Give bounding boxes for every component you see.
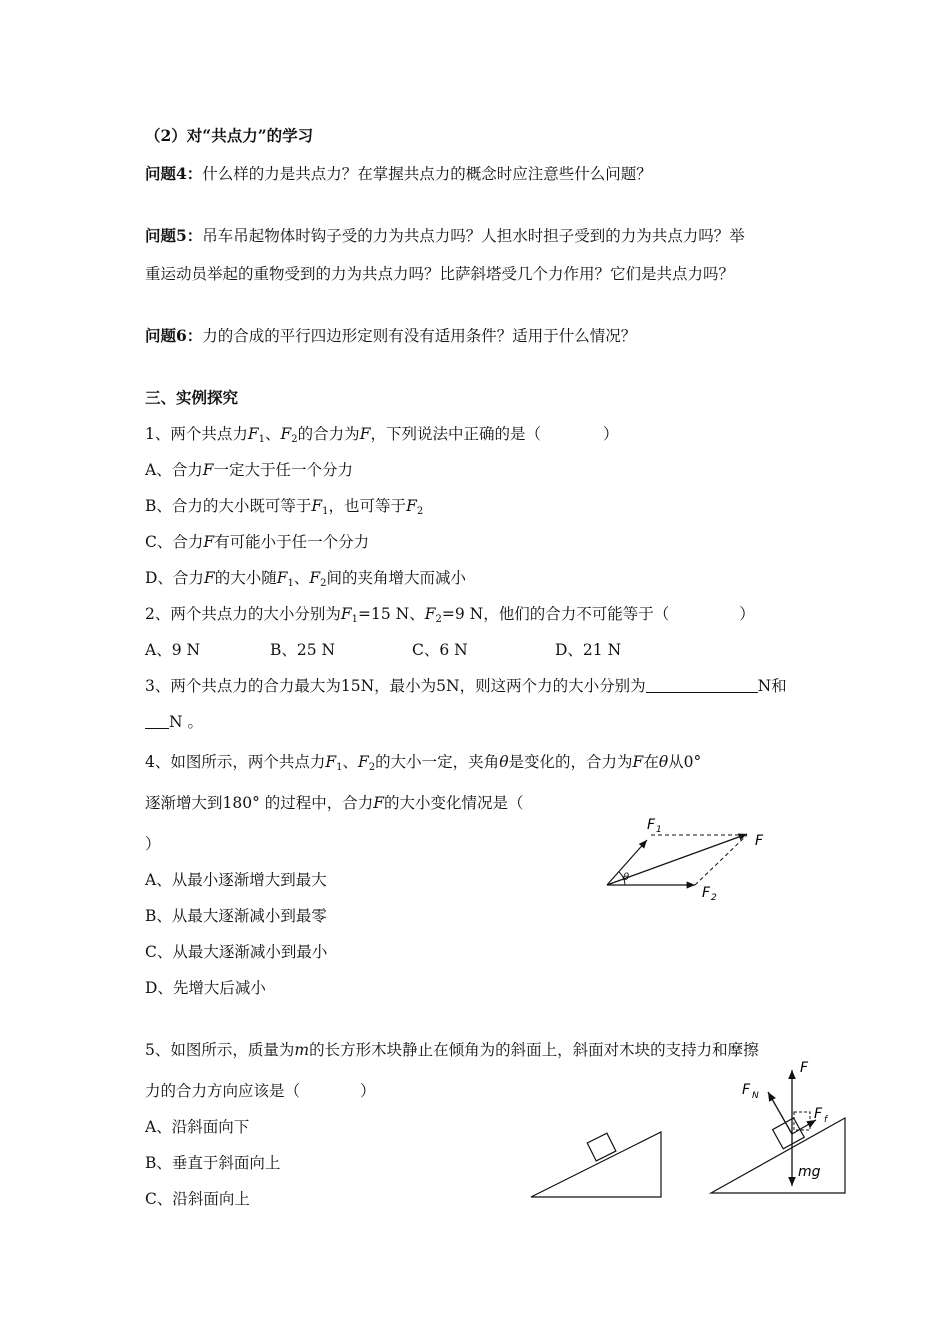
example-5-option-b: B、垂直于斜面向上 [145, 1154, 281, 1172]
example-4-line2-a: 逐渐增大到180° 的过程中，合力 [145, 794, 374, 812]
example-1-option-c [145, 532, 369, 552]
example-1-option-a [145, 460, 353, 480]
sub-1: 1 [287, 578, 294, 589]
symbol-theta: θ [499, 753, 509, 771]
symbol-f1: F [325, 753, 337, 771]
sep: 、 [342, 753, 359, 771]
symbol-f1: F [311, 497, 323, 515]
sub-2: 2 [320, 578, 327, 589]
example-1-stem-c: ，下列说法中正确的是（ [370, 425, 541, 443]
option-b-text2: ，也可等于 [328, 497, 407, 515]
option-a-text: A、合力 [145, 461, 203, 479]
example-4-option-a: A、从最小逐渐增大到最大 [145, 871, 327, 889]
question-6-text: 力的合成的平行四边形定则有没有适用条件？适用于什么情况？ [202, 327, 637, 345]
example-3-stem [145, 676, 787, 696]
symbol-f: F [203, 533, 215, 551]
example-2-option-d: D、21 N [555, 641, 622, 659]
example-1-stem [145, 424, 618, 450]
sub-1: 1 [351, 614, 359, 625]
question-4 [145, 164, 652, 184]
f1-label: F [647, 817, 656, 833]
sep: 、 [265, 425, 281, 443]
mg-label: mg [798, 1164, 821, 1180]
theta-label: θ [623, 872, 630, 883]
example-5-stem [145, 1040, 759, 1060]
example-3-text: 3、两个共点力的合力最大为15N，最小为5N，则这两个力的大小分别为 [145, 677, 646, 695]
option-c-text2: 有可能小于任一个分力 [214, 533, 370, 551]
example-2-close: ） [739, 605, 755, 623]
example-4-stem-e: 从0° [668, 753, 702, 771]
resultant-label: F [755, 833, 764, 849]
question-5-label: 问题5： [145, 226, 203, 245]
symbol-f1: F [340, 605, 352, 623]
example-4-stem-c: 是变化的，合力为 [508, 753, 633, 771]
question-4-text: 什么样的力是共点力？在掌握共点力的概念时应注意些什么问题？ [202, 165, 652, 183]
example-5-line2-text: 力的合力方向应该是（ [145, 1082, 301, 1100]
example-4-option-d: D、先增大后减小 [145, 979, 266, 997]
f2-label: F [702, 885, 711, 901]
example-2-eq2: =9 N，他们的合力不可能等于（ [441, 605, 670, 623]
sub-2: 2 [368, 762, 376, 773]
sub-2: 2 [291, 434, 298, 445]
question-5-text1: 吊车吊起物体时钩子受的力为共点力吗？人担水时担子受到的力为共点力吗？举 [202, 227, 745, 245]
option-b-text: B、合力的大小既可等于 [145, 497, 312, 515]
example-2-eq1: =15 N、 [358, 605, 425, 623]
example-3-line2 [145, 712, 203, 732]
example-1-stem-b: 的合力为 [297, 425, 360, 443]
symbol-f: F [202, 461, 214, 479]
question-4-label: 问题4： [145, 164, 203, 183]
example-1-option-b [145, 496, 423, 522]
example-1-stem-a: 1、两个共点力 [145, 425, 248, 443]
option-c-text: C、合力 [145, 533, 204, 551]
symbol-f2: F [309, 569, 321, 587]
symbol-f2: F [358, 753, 369, 771]
block-2 [773, 1118, 805, 1149]
fn-label: F [742, 1082, 751, 1098]
section-heading-3: 三、实例探究 [145, 388, 239, 407]
f-label: F [800, 1060, 809, 1076]
example-5-close: ） [360, 1082, 376, 1100]
example-5-option-c: C、沿斜面向上 [145, 1190, 250, 1208]
option-d-text: D、合力 [145, 569, 204, 587]
example-2-stem [145, 604, 755, 630]
symbol-theta: θ [658, 753, 669, 771]
example-4-stem-d: 在 [643, 753, 659, 771]
sub-1: 1 [336, 762, 343, 773]
option-d-text3: 间的夹角增大而减小 [326, 569, 467, 587]
question-5-line1 [145, 226, 745, 246]
sep: 、 [293, 569, 310, 587]
symbol-f2: F [406, 497, 417, 515]
f2-sub: 2 [711, 893, 717, 903]
question-6 [145, 326, 636, 346]
example-2-option-a: A、9 N [145, 641, 201, 659]
example-4-close: ） [145, 835, 161, 853]
example-4-option-b: B、从最大逐渐减小到最零 [145, 907, 327, 925]
sub-2: 2 [435, 614, 442, 625]
option-a-text2: 一定大于任一个分力 [213, 461, 353, 479]
symbol-f: F [203, 569, 215, 587]
symbol-f: F [359, 425, 371, 443]
f1-sub: 1 [656, 825, 662, 835]
answer-blank-1[interactable] [646, 678, 758, 693]
example-4-stem-b: 的大小一定，夹角 [375, 753, 500, 771]
sub-1: 1 [258, 434, 266, 445]
example-4-stem [145, 752, 701, 778]
incline-force-diagram [708, 1060, 858, 1200]
example-5-stem-a: 5、如图所示，质量为 [145, 1041, 295, 1059]
example-2-option-c: C、6 N [412, 641, 468, 659]
example-2-option-b: B、25 N [270, 641, 336, 659]
example-4-line2-b: 的大小变化情况是（ [384, 794, 524, 812]
ff-label: F [814, 1106, 823, 1122]
ff-sub: f [824, 1115, 828, 1125]
example-3-mid: N和 [757, 677, 787, 695]
question-5-line2: 重运动员举起的重物受到的力为共点力吗？比萨斜塔受几个力作用？它们是共点力吗？ [145, 265, 735, 283]
example-1-option-d [145, 568, 466, 594]
example-5-stem-b: 的长方形木块静止在倾角为的斜面上，斜面对木块的支持力和摩擦 [309, 1041, 759, 1059]
example-4-stem-a: 4、如图所示，两个共点力 [145, 753, 326, 771]
incline-block-diagram [528, 1120, 668, 1202]
fn-sub: N [752, 1091, 759, 1101]
symbol-m: m [294, 1041, 310, 1059]
symbol-f: F [373, 794, 385, 812]
example-3-end: N 。 [169, 713, 203, 731]
example-4-option-c: C、从最大逐渐减小到最小 [145, 943, 328, 961]
example-2-stem-a: 2、两个共点力的大小分别为 [145, 605, 341, 623]
example-5-line2 [145, 1081, 376, 1101]
sub-2: 2 [416, 506, 424, 517]
option-d-text2: 的大小随 [214, 569, 277, 587]
symbol-f1: F [247, 425, 259, 443]
symbol-f2: F [280, 425, 292, 443]
symbol-f: F [632, 753, 644, 771]
section-heading-2: （2）对“共点力”的学习 [145, 126, 314, 145]
sub-1: 1 [322, 506, 329, 517]
example-1-close: ） [602, 425, 619, 443]
question-6-label: 问题6： [145, 326, 203, 345]
answer-blank-2[interactable] [145, 714, 169, 729]
symbol-f1: F [276, 569, 288, 587]
force-parallelogram-diagram [595, 808, 785, 908]
symbol-f2: F [424, 605, 436, 623]
example-5-option-a: A、沿斜面向下 [145, 1118, 250, 1136]
dashed-right [695, 835, 747, 885]
example-4-line2 [145, 793, 524, 813]
